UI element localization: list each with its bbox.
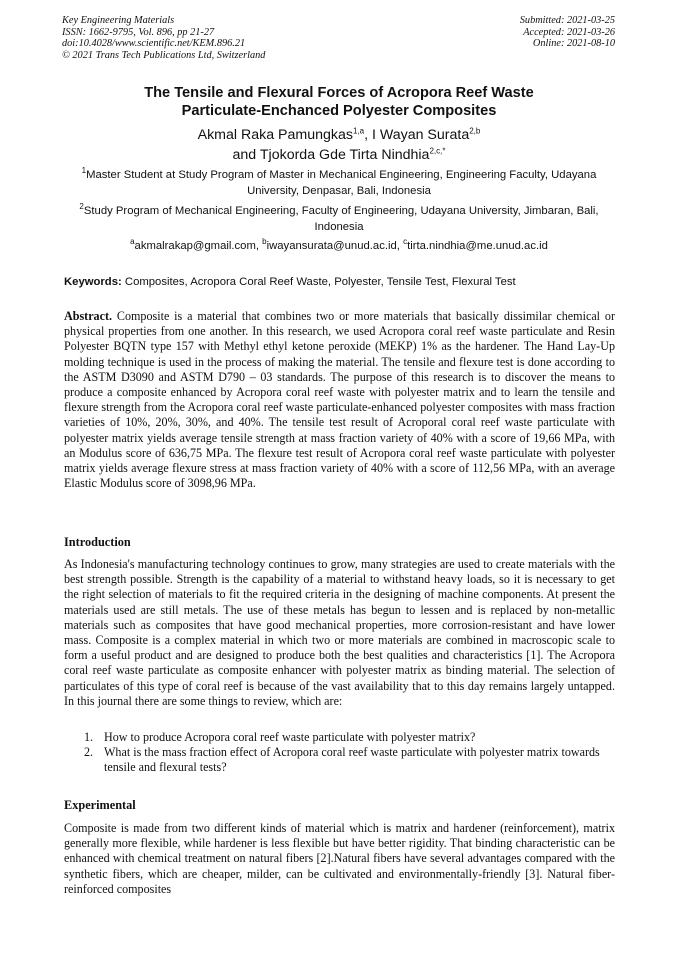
title-line-2: Particulate-Enchanced Polyester Composites — [181, 103, 497, 119]
list-item-text: What is the mass fraction effect of Acropora coral reef waste particulate with polyester matrix towards tensile and flexural tests? — [104, 745, 600, 775]
affiliation-1-text: Master Student at Study Program of Master in Mechanical Engineering, Engineering Faculty, Udayana University, Denpasar, Bali, Indonesia — [86, 169, 597, 197]
abstract-label: Abstract. — [64, 309, 113, 323]
journal-doi: doi:10.4028/www.scientific.net/KEM.896.21 — [62, 38, 246, 50]
list-item — [64, 730, 615, 745]
author-3-sup: 2,c,* — [429, 145, 446, 155]
introduction-text: As Indonesia's manufacturing technology continues to grow, many strategies are used to create materials with the best strength possible. Strength is the capability of a material to withstand heavy loads, so it is necessary to get the right selection of materials to fit the required criteria in the designing of machine components. At present the materials used are still metals. The use of these metals has begun to lessen and is replaced by non-metallic materials such as composites that have good mechanical properties, more corrosion-resistant and have lower mass. Composite is a complex material in which two or more materials are combined in macroscopic scale to form a useful product and are designed to produce both the best qualities and characteristics [1]. The Acropora coral reef waste particulate as composite enhancer with polyester matrix as binding material. The selection of particulates of this type of coral reef is because of the vast availability that to this day remains largely untapped. In this journal there are some things to review, which are: — [64, 557, 615, 708]
research-questions-list — [64, 730, 615, 776]
author-2-sup: 2,b — [469, 126, 481, 136]
list-item — [64, 745, 615, 775]
author-2: , I Wayan Surata — [364, 127, 470, 143]
keywords — [64, 275, 616, 290]
journal-header — [62, 15, 265, 61]
keywords-label: Keywords: — [64, 276, 122, 288]
email-a-sup: a — [130, 237, 135, 247]
journal-name: Key Engineering Materials — [62, 15, 175, 26]
author-1-sup: 1,a — [352, 126, 365, 136]
journal-issn: ISSN: 1662-9795, Vol. 896, pp 21-27 — [62, 26, 215, 38]
title-line-1: The Tensile and Flexural Forces of Acropora Reef Waste — [144, 85, 534, 101]
email-list — [70, 239, 608, 255]
abstract — [64, 309, 615, 491]
affiliation-1-sup: 1 — [81, 166, 87, 176]
affiliation-1 — [70, 168, 608, 199]
submitted-date: Submitted: 2021-03-25 — [519, 15, 615, 26]
author-1: Akmal Raka Pamungkas — [197, 127, 353, 143]
list-item-number: 1. — [84, 730, 94, 744]
keywords-text: Composites, Acropora Coral Reef Waste, Polyester, Tensile Test, Flexural Test — [121, 276, 516, 288]
journal-copyright: © 2021 Trans Tech Publications Ltd, Switzerland — [62, 49, 266, 61]
email-a: akmalrakap@gmail.com, — [134, 240, 263, 252]
email-c: tirta.nindhia@me.unud.ac.id — [407, 240, 548, 252]
introduction-heading: Introduction — [64, 535, 131, 549]
email-b-sup: b — [262, 237, 267, 247]
abstract-text: Composite is a material that combines two or more materials that basically dissimilar chemical or physical properties from one another. In this research, we used Acropora coral reef waste particulate and Resin Polyester BQTN type 157 with Methyl ethyl ketone peroxide (MEKP) 1% as the hardener. The Hand Lay-Up molding technique is used in the process of making the material. The tensile and flexure test is done according to the ASTM D3090 and ASTM D790 – 03 standards. The purpose of this research is to discover the means to produce a composite enhanced by Acropora coral reef waste with polyester matrix and to learn the tensile and flexure strength from the Acropora coral reef waste particulate-enhanced polyester composites with mass fraction varieties of 10%, 20%, 30%, and 40%. The tensile test result of Acroporal coral reef waste particulate with polyester matrix yields average tensile strength at mass fraction variety of 40% with a score of 19,66 MPa, with an Modulus score of 636,75 MPa. The flexure test result of Acropora coral reef waste particulate with polyester matrix yields average flexure stress at mass fraction variety of 40% with a score of 112,56 MPa, with an average Elastic Modulus score of 3098,96 MPa. — [64, 309, 615, 491]
online-date: Online: 2021-08-10 — [532, 38, 615, 50]
email-b: iwayansurata@unud.ac.id, — [266, 240, 404, 252]
dates-header — [520, 15, 615, 50]
accepted-date: Accepted: 2021-03-26 — [523, 26, 615, 38]
list-item-text: How to produce Acropora coral reef waste particulate with polyester matrix? — [104, 730, 476, 744]
author-list — [40, 126, 638, 165]
author-3: and Tjokorda Gde Tirta Nindhia — [232, 146, 430, 163]
experimental-text: Composite is made from two different kinds of material which is matrix and hardener (reinforcement), matrix generally more flexible, while hardener is less flexible but have better rigidity. That binding characteristic can be enhanced with chemical treatment on natural fibers [2].Natural fibers have several advantages compared with the synthetic fibers, which are cheaper, milder, can be cultivated and environmentally-friendly [3]. Natural fiber-reinforced composites — [64, 821, 615, 896]
list-item-number: 2. — [84, 745, 94, 760]
experimental-heading: Experimental — [64, 798, 136, 812]
affiliation-2-sup: 2 — [79, 202, 84, 212]
affiliation-2 — [70, 204, 608, 235]
paper-title — [40, 84, 638, 120]
affiliation-2-text: Study Program of Mechanical Engineering, Faculty of Engineering, Udayana University, Jimbaran, Bali, Indonesia — [83, 205, 599, 233]
email-c-sup: c — [403, 237, 408, 247]
